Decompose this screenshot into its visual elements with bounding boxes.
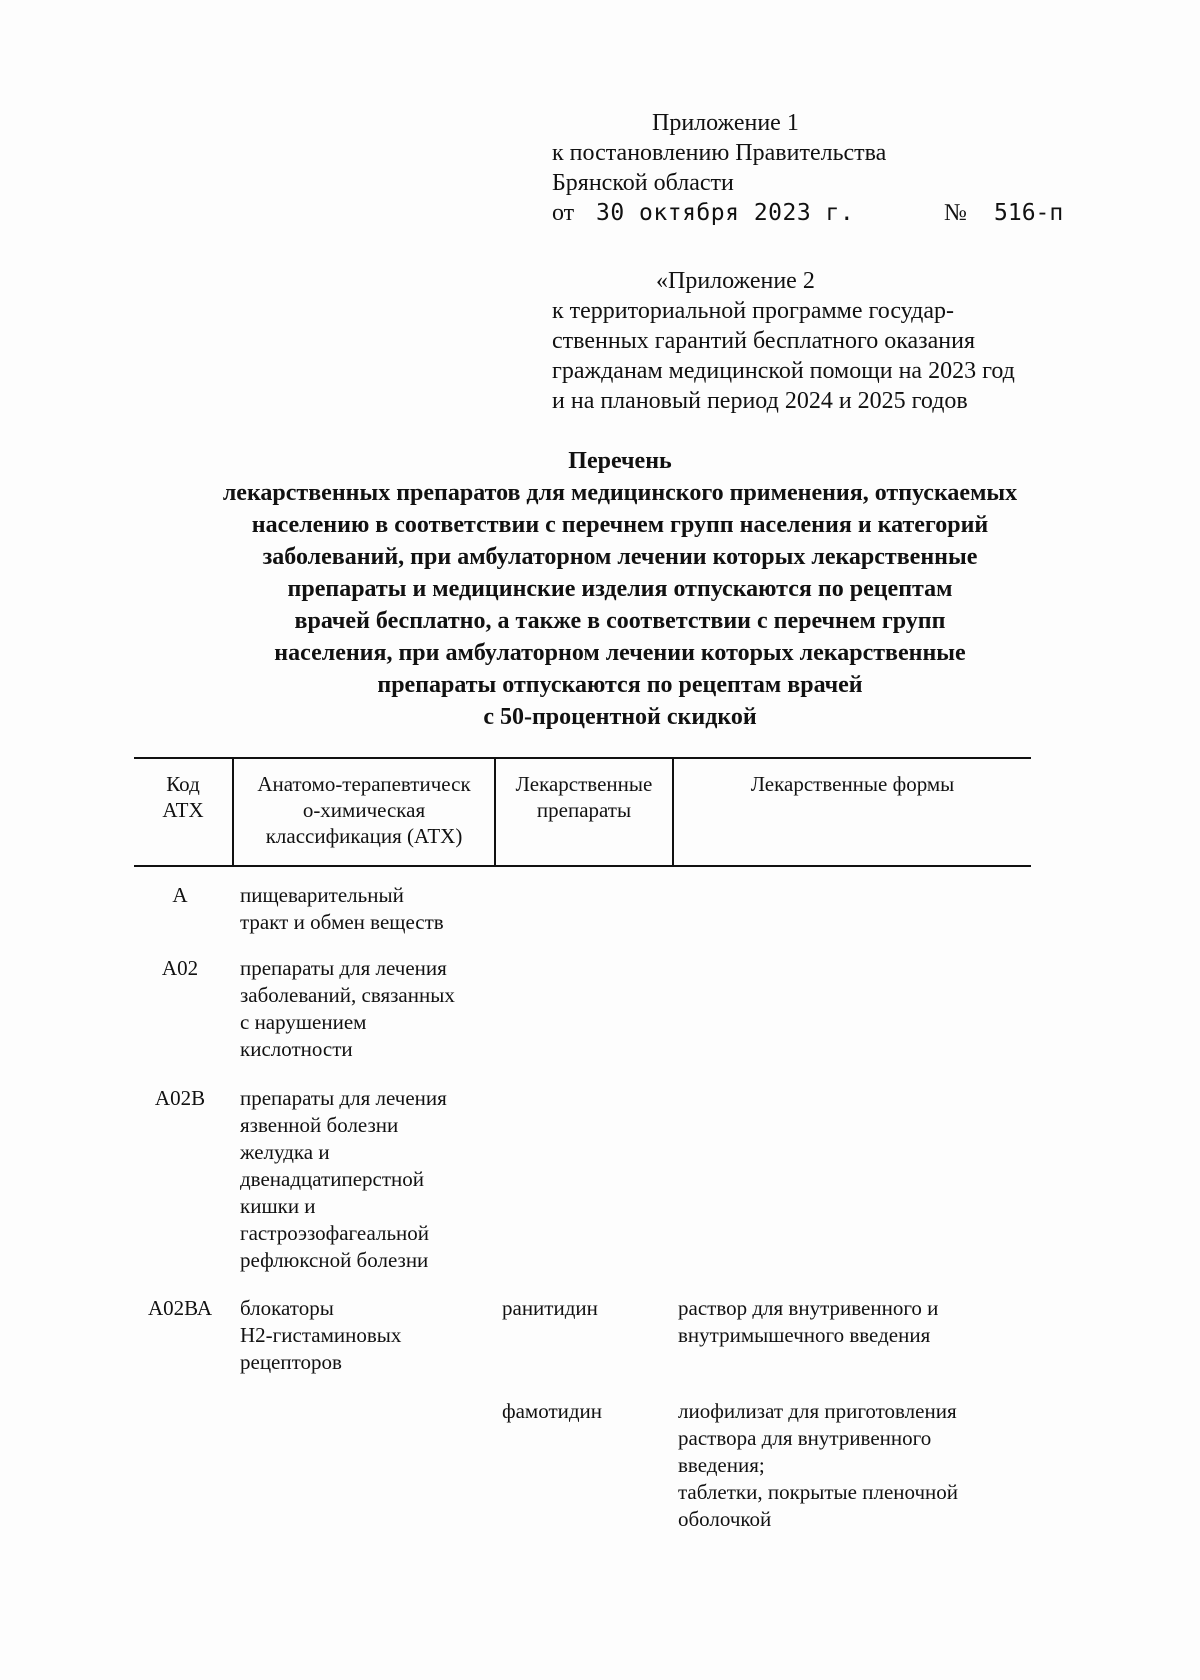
appendix-1-line-1: к постановлению Правительства [552,140,887,166]
header-atc-line: классификация (АТХ) [265,824,463,848]
row-form-line: введения; [678,1453,765,1477]
row-atc-line: язвенной болезни [240,1113,399,1137]
header-atc-line: о-химическая [302,798,426,822]
table-top-rule [134,757,1031,759]
row-atc [240,1295,510,1376]
row-atc-line: гастроэзофагеальной [240,1221,430,1245]
decree-number: 516-п [994,200,1064,226]
row-atc-line: заболеваний, связанных [240,983,455,1007]
row-atc-line: Н2-гистаминовых [240,1323,402,1347]
row-atc-line: блокаторы [240,1296,334,1320]
row-code: А02ВА [147,1296,212,1320]
header-drugs [496,771,672,823]
row-atc-line: препараты для лечения [240,1086,447,1110]
title-line: населению в соответствии с перечнем групп населения и категорий [251,512,989,538]
header-code [134,771,232,823]
row-code: А02 [161,956,199,980]
row-form-line: оболочкой [678,1507,772,1531]
row-form-line: раствора для внутривенного [678,1426,932,1450]
header-atc-line: Анатомо-терапевтическ [257,772,471,796]
row-code: А02В [154,1086,206,1110]
number-sign: № [944,200,967,226]
header-drugs-line: препараты [536,798,632,822]
header-drugs-line: Лекарственные [515,772,653,796]
header-forms-line: Лекарственные формы [750,772,955,796]
row-atc-line: с нарушением [240,1010,367,1034]
row-atc-line: рефлюксной болезни [240,1248,429,1272]
row-form-line: лиофилизат для приготовления [678,1399,957,1423]
appendix-1-title: Приложение 1 [652,110,799,136]
table-header-bottom-rule [134,865,1031,867]
header-atc [234,771,494,849]
row-atc-line: двенадцатиперстной [240,1167,425,1191]
row-atc-line: желудка и [240,1140,330,1164]
row-atc [240,1085,510,1274]
row-atc-line: тракт и обмен веществ [240,910,444,934]
row-atc-line: кислотности [240,1037,353,1061]
header-forms [674,771,1031,797]
row-drug: фамотидин [502,1399,603,1423]
appendix-2-line: гражданам медицинской помощи на 2023 год [552,358,1015,384]
decree-date: 30 октября 2023 г. [596,200,855,226]
row-atc [240,955,510,1063]
appendix-2-line: ственных гарантий бесплатного оказания [552,328,975,354]
appendix-1-header [552,108,1112,228]
title-line: населения, при амбулаторном лечении которых лекарственные [274,640,966,666]
row-atc-line: пищеварительный [240,883,404,907]
header-code-line: АТХ [162,798,204,822]
row-atc [240,882,510,936]
row-atc-line: кишки и [240,1194,316,1218]
appendix-1-date-line [552,198,1112,228]
row-form-line: внутримышечного введения [678,1323,931,1347]
appendix-1-line-2: Брянской области [552,170,734,196]
document-title [100,445,1140,733]
row-atc-line: рецепторов [240,1350,342,1374]
row-form-line: раствор для внутривенного и [678,1296,939,1320]
appendix-2-line: к территориальной программе государ- [552,298,955,324]
row-form-line: таблетки, покрытые пленочной [678,1480,959,1504]
title-heading: Перечень [568,448,672,474]
row-atc-line: препараты для лечения [240,956,447,980]
title-line: препараты отпускаются по рецептам врачей [377,672,863,698]
date-prefix: от [552,200,575,226]
appendix-2-line: и на плановый период 2024 и 2025 годов [552,388,968,414]
row-code: А [172,883,188,907]
row-forms [678,1295,1038,1349]
title-line: заболеваний, при амбулаторном лечении которых лекарственные [262,544,978,570]
appendix-2-title: «Приложение 2 [656,268,815,294]
title-line: врачей бесплатно, а также в соответствии с перечнем групп [294,608,946,634]
title-line: лекарственных препаратов для медицинского применения, отпускаемых [222,480,1018,506]
title-line: с 50-процентной скидкой [483,704,757,730]
row-drug: ранитидин [502,1296,598,1320]
row-forms [678,1398,1038,1533]
title-line: препараты и медицинские изделия отпускаются по рецептам [287,576,953,602]
appendix-2-header [552,266,1112,416]
header-code-line: Код [166,772,200,796]
